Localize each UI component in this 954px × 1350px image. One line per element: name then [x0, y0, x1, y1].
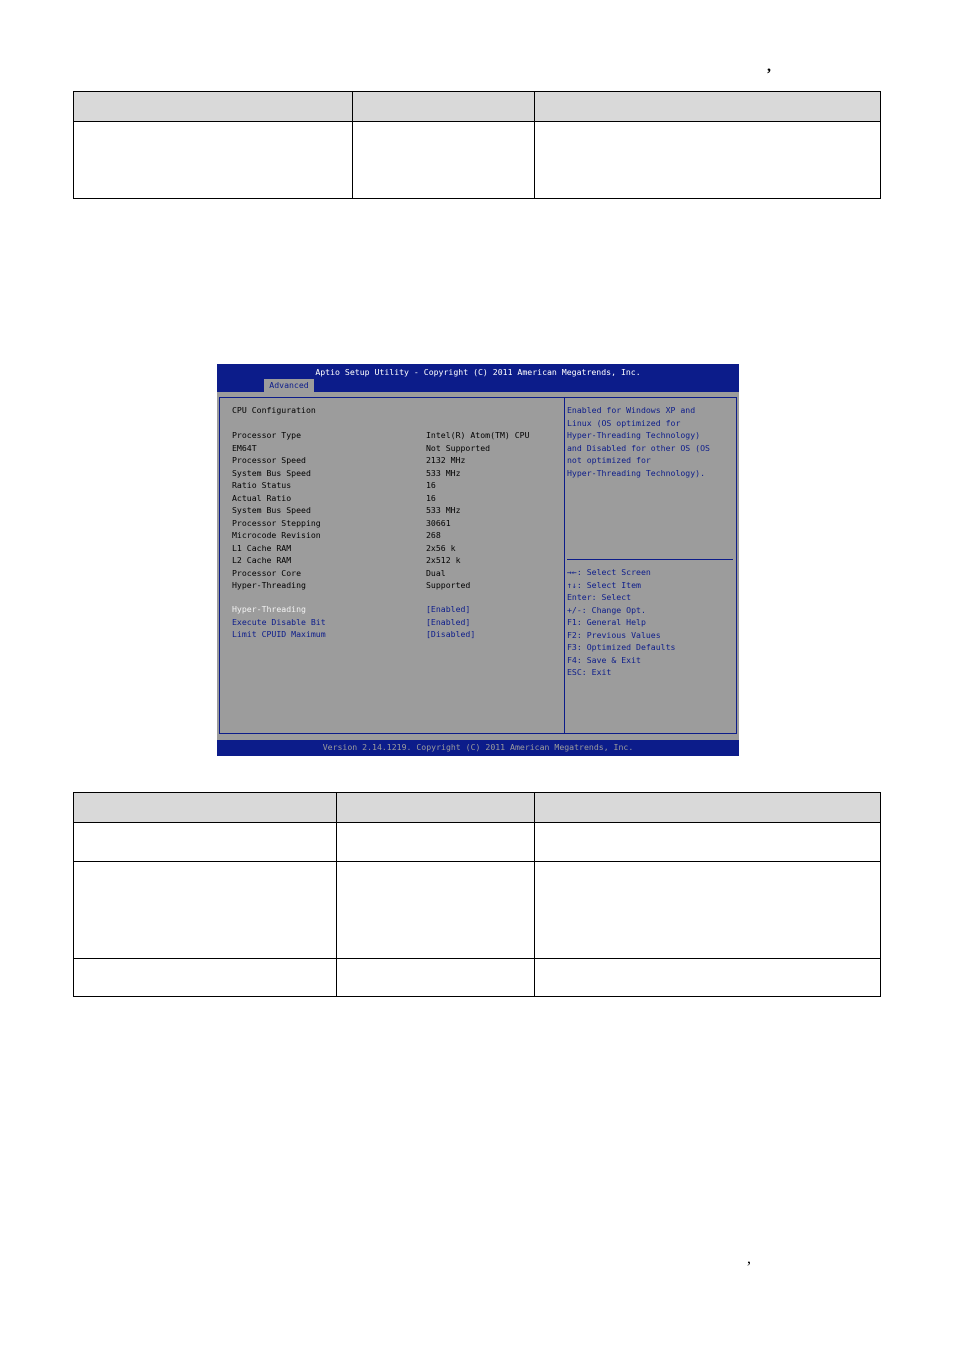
key-legend — [567, 566, 733, 679]
table-row — [74, 823, 881, 862]
info-value: 2x512 k — [426, 555, 461, 565]
info-value: 533 MHz — [426, 467, 461, 478]
info-value: Not Supported — [426, 442, 491, 453]
option-execute-disable-bit[interactable] — [232, 616, 552, 629]
option-hyper-threading[interactable] — [232, 603, 552, 616]
info-row — [232, 479, 552, 492]
bios-vertical-divider — [564, 398, 565, 733]
table-row — [74, 862, 881, 959]
table-cell — [337, 823, 535, 862]
info-row — [232, 529, 552, 542]
option-value: [Disabled] — [426, 629, 476, 639]
bios-screenshot — [217, 364, 739, 756]
table-cell — [74, 862, 337, 959]
info-label: EM64T — [232, 442, 257, 453]
info-label: Microcode Revision — [232, 530, 321, 540]
key-line: F2: Previous Values — [567, 629, 661, 640]
table-cell — [535, 959, 881, 997]
info-row — [232, 429, 552, 442]
info-row — [232, 554, 552, 567]
info-value: 30661 — [426, 517, 451, 528]
table-cell — [74, 823, 337, 862]
option-label: Hyper-Threading — [232, 604, 306, 614]
key-line: →←: Select Screen — [567, 567, 651, 577]
bottom-comma-mark: , — [747, 1250, 751, 1267]
option-value: [Enabled] — [426, 616, 471, 627]
help-text — [567, 404, 733, 479]
table-cell — [74, 122, 353, 199]
key-line: F3: Optimized Defaults — [567, 642, 676, 652]
info-row — [232, 517, 552, 530]
section-heading: CPU Configuration — [232, 405, 316, 415]
info-value: Supported — [426, 580, 471, 590]
header-cell — [74, 793, 337, 823]
info-value: Intel(R) Atom(TM) CPU — [426, 430, 530, 440]
top-comma-mark: , — [767, 58, 771, 75]
option-limit-cpuid-maximum[interactable] — [232, 628, 552, 641]
table-cell — [353, 122, 535, 199]
info-label: Actual Ratio — [232, 492, 292, 503]
bottom-table — [73, 792, 881, 997]
info-label: L2 Cache RAM — [232, 555, 292, 565]
key-line: F4: Save & Exit — [567, 654, 641, 665]
help-line: Enabled for Windows XP and — [567, 405, 696, 415]
info-row — [232, 504, 552, 517]
info-label: L1 Cache RAM — [232, 542, 292, 553]
table-cell — [535, 823, 881, 862]
bios-help-divider — [567, 559, 733, 560]
header-cell — [74, 92, 353, 122]
info-value: Dual — [426, 567, 446, 578]
help-line: Hyper-Threading Technology). — [567, 467, 706, 478]
info-value: 2132 MHz — [426, 455, 466, 465]
info-label: Hyper-Threading — [232, 580, 306, 590]
info-row — [232, 442, 552, 455]
table-cell — [337, 862, 535, 959]
info-value: 268 — [426, 530, 441, 540]
info-row — [232, 454, 552, 467]
table-cell — [535, 122, 881, 199]
table-header-row — [74, 793, 881, 823]
key-line: Enter: Select — [567, 592, 632, 602]
key-line: ESC: Exit — [567, 667, 612, 677]
option-label: Limit CPUID Maximum — [232, 629, 326, 639]
table-cell — [337, 959, 535, 997]
header-cell — [337, 793, 535, 823]
header-cell — [535, 793, 881, 823]
table-row — [74, 959, 881, 997]
info-label: Processor Core — [232, 567, 302, 578]
header-cell — [353, 92, 535, 122]
table-row — [74, 122, 881, 199]
help-line: Hyper-Threading Technology) — [567, 430, 701, 440]
tab-advanced[interactable]: Advanced — [264, 379, 314, 392]
top-table — [73, 91, 881, 199]
key-line: ↑↓: Select Item — [567, 579, 641, 590]
table-header-row — [74, 92, 881, 122]
table-cell — [74, 959, 337, 997]
info-list — [232, 429, 552, 592]
info-label: System Bus Speed — [232, 505, 311, 515]
info-value: 16 — [426, 492, 436, 503]
key-line: +/-: Change Opt. — [567, 604, 646, 615]
table-cell — [535, 862, 881, 959]
bios-title: Aptio Setup Utility - Copyright (C) 2011 American Megatrends, Inc. — [315, 367, 641, 377]
info-row — [232, 467, 552, 480]
info-label: Processor Type — [232, 430, 302, 440]
key-line: F1: General Help — [567, 617, 646, 627]
help-line: Linux (OS optimized for — [567, 417, 681, 428]
info-row — [232, 579, 552, 592]
info-label: System Bus Speed — [232, 467, 311, 478]
header-cell — [535, 92, 881, 122]
info-row — [232, 492, 552, 505]
info-row — [232, 542, 552, 555]
help-line: and Disabled for other OS (OS — [567, 442, 710, 453]
info-label: Processor Stepping — [232, 517, 321, 528]
option-label: Execute Disable Bit — [232, 616, 326, 627]
info-value: 2x56 k — [426, 542, 456, 553]
help-line: not optimized for — [567, 455, 651, 465]
option-list — [232, 603, 552, 641]
option-value: [Enabled] — [426, 604, 471, 614]
info-value: 16 — [426, 480, 436, 490]
info-label: Processor Speed — [232, 455, 306, 465]
info-label: Ratio Status — [232, 480, 292, 490]
info-value: 533 MHz — [426, 505, 461, 515]
bios-footer: Version 2.14.1219. Copyright (C) 2011 American Megatrends, Inc. — [322, 742, 634, 752]
info-row — [232, 567, 552, 580]
